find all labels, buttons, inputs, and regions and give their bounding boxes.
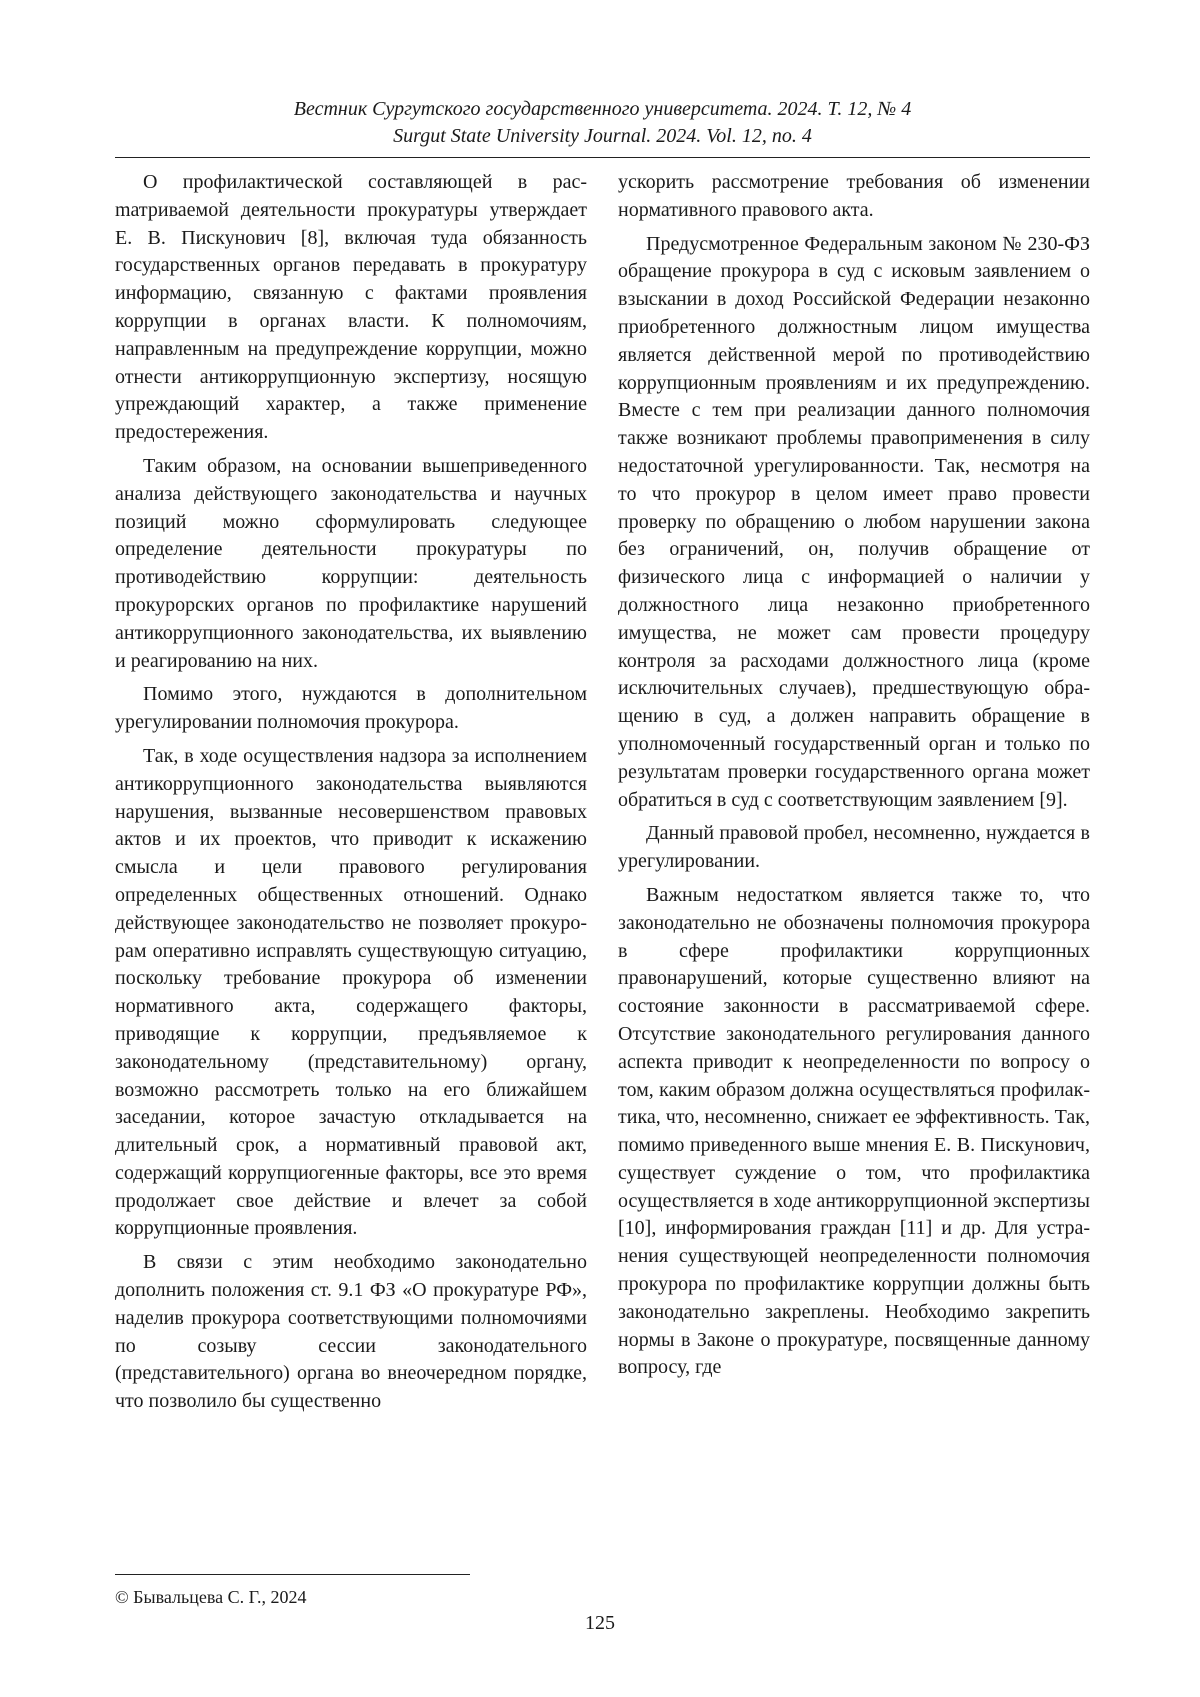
page-number: 125: [585, 1612, 615, 1634]
continued-paragraph: ускорить рассмотрение требования об изменении нормативного правового акта.: [618, 171, 1090, 221]
body-paragraph: Предусмотренное Федеральным законом № 230-ФЗ обращение прокурора в суд с исковым заявлением о взыскании в доход Российской Федерации незаконно приобретенного должностным лицом имущества является действенной мерой по противодействию коррупционным проявлениям и их предупреждению. Вместе с тем при реализации данного полномочия также возникают проблемы правоприменения в силу недостаточной урегулированности. Так, несмотря на то что прокурор в целом имеет право провести проверку по обращению о любом нарушении закона без ограничений, он, получив обращение от физического лица с информацией о наличии у должностного лица незаконно приобретенного имущества, не может сам провести процедуру контроля за расходами должностного лица (кроме исключительных случаев), предшествующую обращению в суд, а должен направить обращение в уполномоченный государственный орган и только по результатам проверки государственного органа может обратиться в суд с соответствующим заявлением [9].: [618, 232, 1090, 811]
journal-title-ru: Вестник Сургутского государственного университета. 2024. Т. 12, № 4: [293, 98, 912, 120]
body-paragraph: Так, в ходе осуществления надзора за исполнением антикоррупционного законодательства выявляются нарушения, вызванные несовершенством правовых актов и их проектов, что приводит к искажению смысла и цели правового регулирования определенных общественных отношений. Однако действующее законодательство не позволяет прокурорам оперативно исправлять существующую ситуацию, поскольку требование прокурора об изменении нормативного акта, содержащего факторы, приводящие к коррупции, предъявляемое к законодательному (представительному) органу, возможно рассмотреть только на его ближайшем заседании, которое зачастую откладывается на длительный срок, а нормативный правовой акт, содержащий коррупциогенные факторы, все это время продолжает свое действие и влечет за собой коррупционные проявления.: [115, 744, 587, 1240]
body-paragraph: Таким образом, на основании вышеприведенного анализа действующего законодательства и научных позиций можно сформулировать следующее определение деятельности прокуратуры по противодействию коррупции: деятельность прокурорских органов по профилактике нарушений антикоррупционного законодательства, их выявлению и реагированию на них.: [115, 454, 587, 672]
body-paragraph: Важным недостатком является также то, что законодательно не обозначены полномочия прокурора в сфере профилактики коррупционных правонарушений, которые существенно влияют на состояние законности в рассматриваемой сфере. Отсутствие законодательного регулирования данного аспекта приводит к неопределенности по вопросу о том, каким образом должна осуществляться профилактика, что, несомненно, снижает ее эффективность. Так, помимо приведенного выше мнения Е. В. Пискунович, существует суждение о том, что профилактика осуществляется в ходе антикоррупционной экспертизы [10], информирования граждан [11] и др. Для устранения существующей неопределенности полномочия прокурора по профилактике коррупции должны быть законодательно закреплены. Необходимо закрепить нормы в Законе о прокуратуре, посвященные данному вопросу, где: [618, 883, 1090, 1379]
running-header: [115, 96, 1090, 150]
body-paragraph: Данный правовой пробел, несомненно, нуждается в урегулировании.: [618, 822, 1090, 873]
body-paragraph: О профилактической составляющей в расmатриваемой деятельности прокуратуры утверждает Е. В. Пискунович [8], включая туда обязанность государственных органов передавать в прокуратуру информацию, связанную с фактами проявления коррупции в органах власти. К полномочиям, направленным на предупреждение коррупции, можно отнести антикоррупционную экспертизу, носящую упреждающий характер, а также применение предостережения.: [115, 171, 587, 444]
header-rule: [115, 157, 1090, 158]
left-column: [115, 169, 587, 1422]
footnote-rule: [115, 1574, 470, 1575]
copyright-note: © Бывальцева С. Г., 2024: [115, 1587, 307, 1607]
body-paragraph: В связи с этим необходимо законодательно дополнить положения ст. 9.1 ФЗ «О прокуратуре РФ», наделив прокурора соответствующими полномочиями по созыву сессии законодательного (представительного) органа во внеочередном порядке, что позволило бы существенно: [115, 1251, 587, 1413]
right-column: [618, 169, 1090, 1388]
journal-title-en: Surgut State University Journal. 2024. Vol. 12, no. 4: [393, 125, 812, 147]
body-paragraph: Помимо этого, нуждаются в дополнительном урегулировании полномочия прокурора.: [115, 683, 587, 734]
